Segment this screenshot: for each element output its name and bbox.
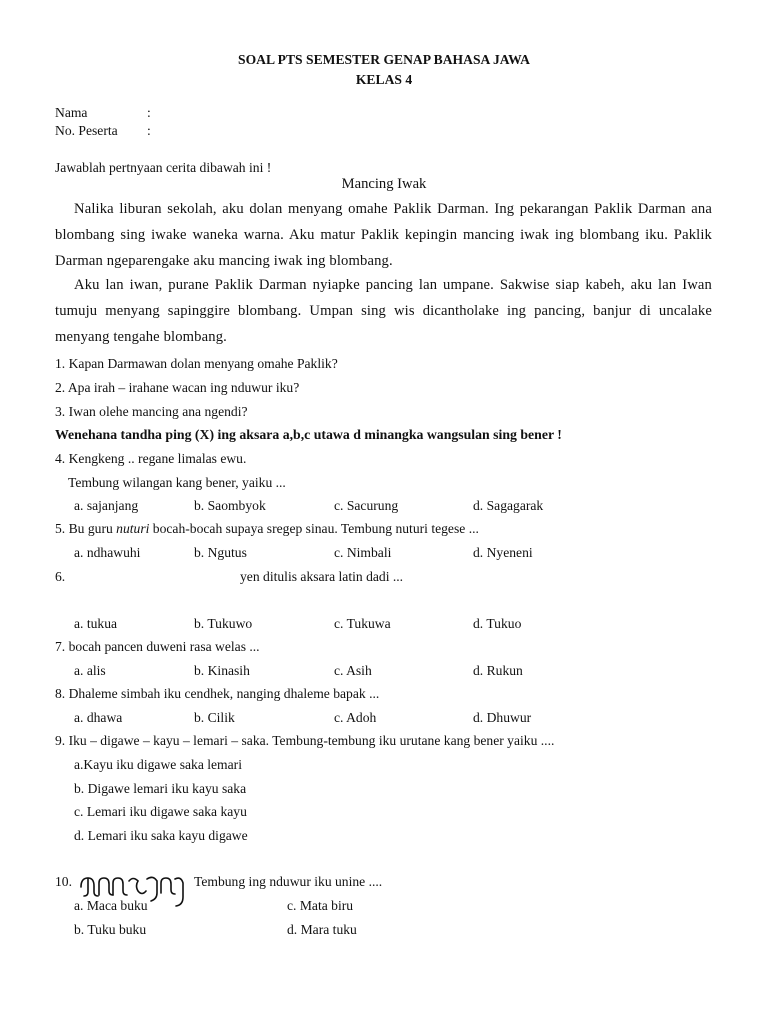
q10-option-d: d. Mara tuku	[287, 922, 357, 937]
q5-italic-word: nuturi	[116, 521, 150, 536]
question-6-number: 6.	[55, 569, 66, 584]
q6-option-c: c. Tukuwa	[334, 616, 391, 631]
q9-option-c: c. Lemari iku digawe saka kayu	[74, 804, 247, 819]
q9-option-d: d. Lemari iku saka kayu digawe	[74, 828, 248, 843]
q5-option-c: c. Nimbali	[334, 545, 392, 560]
q5-option-d: d. Nyeneni	[473, 545, 533, 560]
q9-option-b: b. Digawe lemari iku kayu saka	[74, 781, 247, 796]
q4-option-b: b. Saombyok	[194, 498, 266, 513]
q10-option-b: b. Tuku buku	[74, 922, 147, 937]
story-title: Mancing Iwak	[341, 176, 427, 192]
question-2: 2. Apa irah – irahane wacan ing nduwur iku?	[55, 380, 300, 395]
q7-option-a: a. alis	[74, 663, 106, 678]
q8-option-d: d. Dhuwur	[473, 710, 532, 725]
question-4: 4. Kengkeng .. regane limalas ewu.	[55, 451, 247, 466]
q5-option-a: a. ndhawuhi	[74, 545, 141, 560]
question-4-sub: Tembung wilangan kang bener, yaiku ...	[68, 475, 286, 490]
q7-option-c: c. Asih	[334, 663, 372, 678]
question-1: 1. Kapan Darmawan dolan menyang omahe Paklik?	[55, 356, 338, 371]
q10-option-c: c. Mata biru	[287, 898, 354, 913]
q10-option-a: a. Maca buku	[74, 898, 148, 913]
page-subtitle: KELAS 4	[355, 72, 413, 87]
q4-option-a: a. sajanjang	[74, 498, 139, 513]
question-7: 7. bocah pancen duweni rasa welas ...	[55, 639, 260, 654]
peserta-label: No. Peserta	[55, 123, 118, 138]
question-8: 8. Dhaleme simbah iku cendhek, nanging dhaleme bapak ...	[55, 686, 380, 701]
question-5	[55, 521, 479, 537]
q5-pre: 5. Bu guru	[55, 521, 117, 536]
q6-option-b: b. Tukuwo	[194, 616, 253, 631]
q4-option-d: d. Sagagarak	[473, 498, 544, 513]
q8-option-c: c. Adoh	[334, 710, 377, 725]
q5-post: bocah-bocah supaya sregep sinau. Tembung nuturi tegese ...	[149, 521, 479, 536]
page-title: SOAL PTS SEMESTER GENAP BAHASA JAWA	[238, 52, 530, 67]
instruction-essay: Jawablah pertnyaan cerita dibawah ini !	[55, 160, 272, 175]
q7-option-b: b. Kinasih	[194, 663, 250, 678]
q8-option-a: a. dhawa	[74, 710, 123, 725]
q4-option-c: c. Sacurung	[334, 498, 399, 513]
story-paragraph-1: Nalika liburan sekolah, aku dolan menyang omahe Paklik Darman. Ing pekarangan Paklik Darman ana blombang sing iwake waneka warna. Aku matur Paklik kepingin mancing iwak ing blombang iku. Paklik Darman ngeparengake aku mancing iwak ing blombang.	[55, 201, 712, 269]
question-9: 9. Iku – digawe – kayu – lemari – saka. Tembung-tembung iku urutane kang bener yaiku ....	[55, 733, 555, 748]
nama-colon: :	[147, 105, 151, 120]
question-3: 3. Iwan olehe mancing ana ngendi?	[55, 404, 248, 419]
peserta-colon: :	[147, 123, 151, 138]
instruction-multiple-choice: Wenehana tandha ping (X) ing aksara a,b,c utawa d minangka wangsulan sing bener !	[55, 427, 562, 442]
question-10: Tembung ing nduwur iku unine ....	[194, 874, 383, 889]
question-10-number: 10.	[55, 874, 72, 889]
nama-label: Nama	[55, 105, 88, 120]
q6-option-a: a. tukua	[74, 616, 118, 631]
q5-option-b: b. Ngutus	[194, 545, 247, 560]
q6-option-d: d. Tukuo	[473, 616, 522, 631]
q7-option-d: d. Rukun	[473, 663, 523, 678]
q9-option-a: a.Kayu iku digawe saka lemari	[74, 757, 242, 772]
question-6: yen ditulis aksara latin dadi ...	[240, 569, 404, 584]
q8-option-b: b. Cilik	[194, 710, 235, 725]
story-paragraph-2: Aku lan iwan, purane Paklik Darman nyiapke pancing lan umpane. Sakwise siap kabeh, aku lan Iwan tumuju menyang sapinggire blombang. Umpan sing wis dicantholake ing pancing, banjur di uncalake menyang tengahe blombang.	[55, 277, 712, 345]
